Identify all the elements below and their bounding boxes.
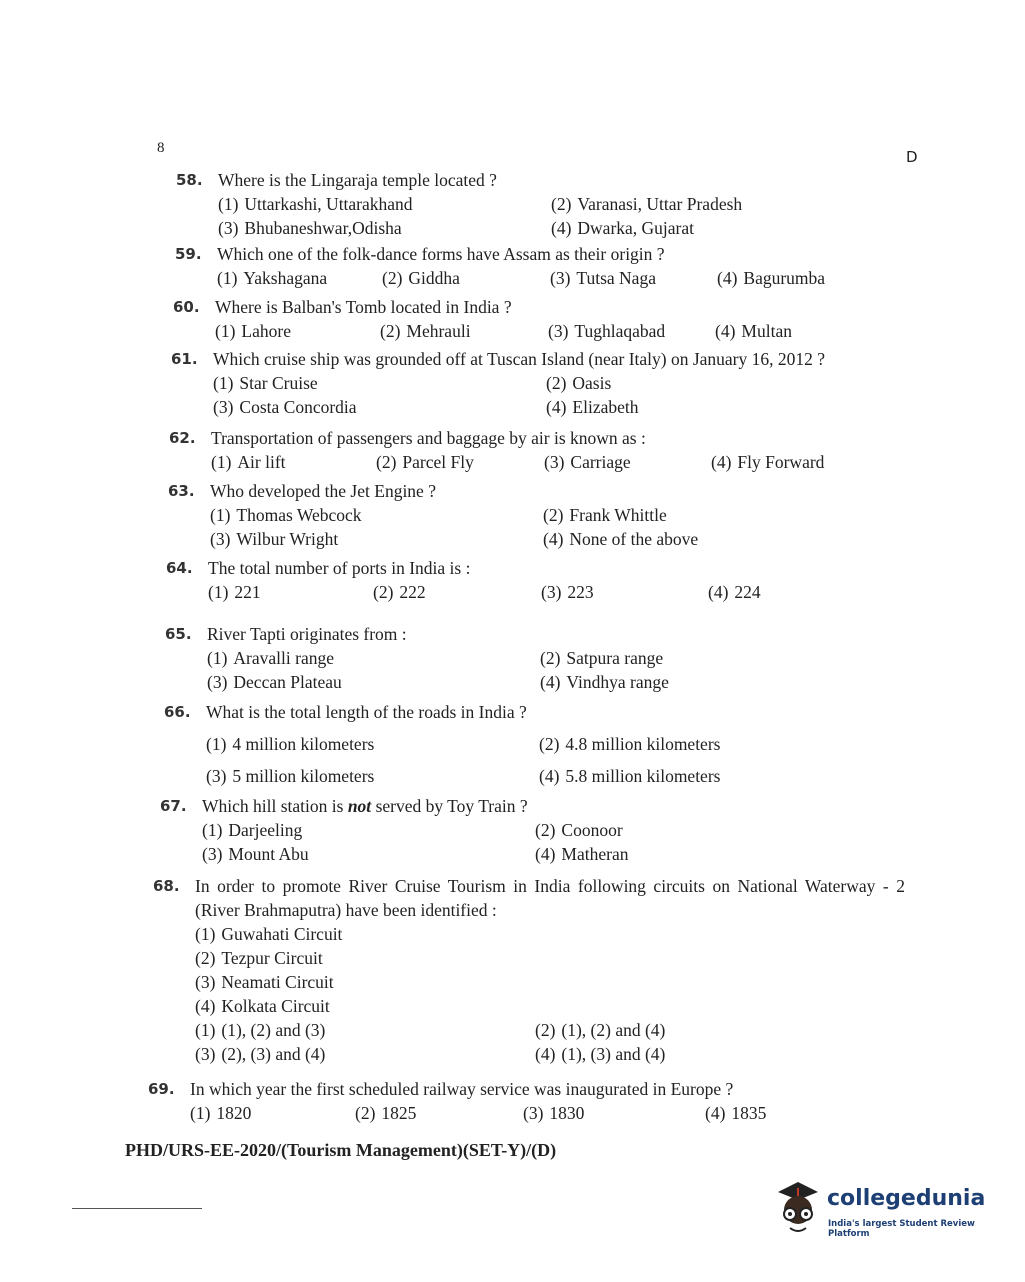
option: (4) Elizabeth	[546, 397, 639, 417]
option: (4) (1), (3) and (4)	[535, 1044, 666, 1064]
option: (1) Lahore	[215, 321, 291, 341]
question-58	[176, 168, 743, 240]
option: (4) Fly Forward	[711, 452, 825, 472]
question-number: 64.	[166, 559, 193, 577]
option: (4) 224	[708, 582, 761, 602]
option: (2) Satpura range	[540, 648, 664, 668]
question-63	[168, 479, 699, 551]
option: (2) Mehrauli	[380, 321, 471, 341]
option: (1) 4 million kilometers	[206, 734, 375, 754]
option: (4) None of the above	[543, 529, 699, 549]
question-66	[164, 700, 721, 788]
option: (2) Frank Whittle	[543, 505, 667, 525]
option: (3) (2), (3) and (4)	[195, 1044, 326, 1064]
question-number: 69.	[148, 1080, 175, 1098]
set-code: D	[906, 148, 918, 166]
option: (2) Giddha	[382, 268, 460, 288]
question-number: 62.	[169, 429, 196, 447]
option: (1) 221	[208, 582, 261, 602]
option: (1) (1), (2) and (3)	[195, 1020, 326, 1040]
question-number: 66.	[164, 703, 191, 721]
question-stem: River Tapti originates from :	[207, 624, 407, 644]
option: (2) Oasis	[546, 373, 612, 393]
question-68	[153, 874, 905, 1066]
question-64	[166, 556, 761, 604]
option: (3) 1830	[523, 1103, 585, 1123]
option: (1) Air lift	[211, 452, 286, 472]
option: (3) Wilbur Wright	[210, 529, 339, 549]
question-stem: In order to promote River Cruise Tourism in India following circuits on National Waterway - 2 (River Brahmaputra) have been identified :	[195, 876, 905, 920]
option: (1) Thomas Webcock	[210, 505, 362, 525]
option: (1) 1820	[190, 1103, 252, 1123]
option: (2) 4.8 million kilometers	[539, 734, 721, 754]
option: (4) Matheran	[535, 844, 629, 864]
option: (1) Aravalli range	[207, 648, 334, 668]
question-stem: Where is the Lingaraja temple located ?	[218, 170, 497, 190]
option: (4) Multan	[715, 321, 792, 341]
question-stem: Who developed the Jet Engine ?	[210, 481, 436, 501]
option: (1) Star Cruise	[213, 373, 318, 393]
question-61	[171, 347, 826, 419]
question-number: 58.	[176, 171, 203, 189]
question-number: 60.	[173, 298, 200, 316]
option: (2) 1825	[355, 1103, 417, 1123]
circuit-item: (2) Tezpur Circuit	[195, 948, 323, 968]
question-number: 65.	[165, 625, 192, 643]
option: (3) Tughlaqabad	[548, 321, 666, 341]
option: (1) Yakshagana	[217, 268, 328, 288]
question-stem: Transportation of passengers and baggage by air is known as :	[211, 428, 646, 448]
question-number: 67.	[160, 797, 187, 815]
option: (3) Costa Concordia	[213, 397, 357, 417]
logo-brand: collegedunia	[827, 1186, 986, 1211]
option: (4) Bagurumba	[717, 268, 826, 288]
option: (4) 5.8 million kilometers	[539, 766, 721, 786]
collegedunia-logo[interactable]	[770, 1178, 995, 1238]
question-number: 68.	[153, 877, 180, 895]
question-stem: What is the total length of the roads in India ?	[206, 702, 527, 722]
mascot-icon	[770, 1178, 826, 1238]
question-stem: Which one of the folk-dance forms have Assam as their origin ?	[217, 244, 665, 264]
option: (3) 223	[541, 582, 594, 602]
option: (3) Tutsa Naga	[550, 268, 656, 288]
option: (3) Carriage	[544, 452, 631, 472]
option: (3) Mount Abu	[202, 844, 309, 864]
option: (2) Varanasi, Uttar Pradesh	[551, 194, 743, 214]
question-stem: In which year the first scheduled railway service was inaugurated in Europe ?	[190, 1079, 734, 1099]
question-62	[169, 426, 825, 474]
option: (4) Vindhya range	[540, 672, 669, 692]
option: (1) Uttarkashi, Uttarakhand	[218, 194, 413, 214]
circuit-item: (4) Kolkata Circuit	[195, 996, 330, 1016]
circuit-item: (3) Neamati Circuit	[195, 972, 334, 992]
question-65	[165, 622, 669, 694]
option: (2) 222	[373, 582, 426, 602]
question-number: 61.	[171, 350, 198, 368]
logo-tagline: India's largest Student Review Platform	[828, 1219, 975, 1239]
question-59	[175, 242, 826, 290]
question-stem: Which hill station is not served by Toy Train ?	[202, 796, 528, 816]
option: (3) 5 million kilometers	[206, 766, 375, 786]
option: (3) Bhubaneshwar,Odisha	[218, 218, 402, 238]
circuit-item: (1) Guwahati Circuit	[195, 924, 343, 944]
footer-exam-code: PHD/URS-EE-2020/(Tourism Management)(SET-Y)/(D)	[125, 1140, 557, 1160]
option: (1) Darjeeling	[202, 820, 303, 840]
question-number: 63.	[168, 482, 195, 500]
question-stem: Where is Balban's Tomb located in India ?	[215, 297, 512, 317]
question-67	[160, 794, 629, 866]
option: (2) Parcel Fly	[376, 452, 474, 472]
question-stem: The total number of ports in India is :	[208, 558, 471, 578]
divider	[72, 1208, 202, 1209]
option: (3) Deccan Plateau	[207, 672, 342, 692]
question-60	[173, 295, 792, 343]
question-69	[148, 1077, 767, 1125]
question-stem: Which cruise ship was grounded off at Tuscan Island (near Italy) on January 16, 2012 ?	[213, 349, 826, 369]
option: (2) Coonoor	[535, 820, 623, 840]
option: (4) Dwarka, Gujarat	[551, 218, 695, 238]
option: (4) 1835	[705, 1103, 767, 1123]
question-number: 59.	[175, 245, 202, 263]
page-number: 8	[157, 140, 165, 156]
option: (2) (1), (2) and (4)	[535, 1020, 666, 1040]
